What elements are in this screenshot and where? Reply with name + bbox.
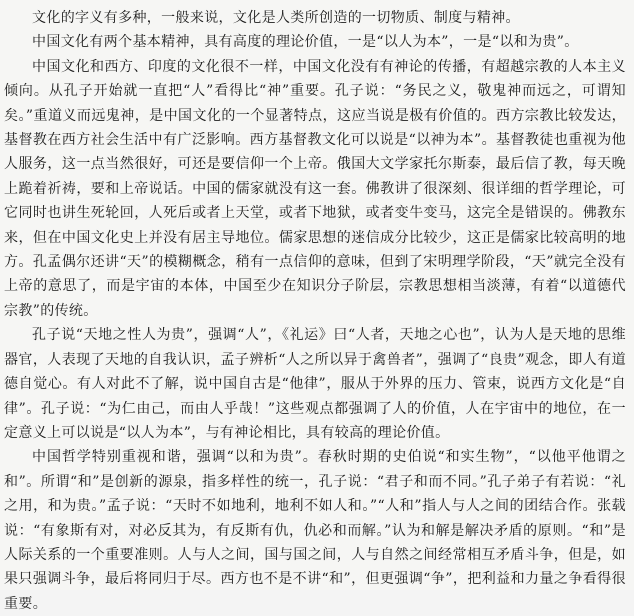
paragraph-4: 孔子说“天地之性人为贵”，强调“人”，《礼运》曰“人者，天地之心也”，认为人是天地的思维器官，人表现了天地的自我认识，孟子辨析“人之所以异于禽兽者”，强调了“良贵”观念，即人有道德自觉心。有人对此不了解，说中国自古是“他律”，服从于外界的压力、管束，说西方文化是“自律”。孔子说：“为仁由己，而由人乎哉！”这些观点都强调了人的价值，人在宇宙中的地位，在一定意义上可以说是“以人为本”，与有神论相比，具有较高的理论价值。 — [4, 327, 626, 441]
paragraph-2: 中国文化有两个基本精神，具有高度的理论价值，一是“以人为本”，一是“以和为贵”。 — [32, 34, 579, 51]
paragraph-5: 中国哲学特别重视和谐，强调“以和为贵”。春秋时期的史伯说“和实生物”，“以他平他谓之和”。所谓“和”是创新的源泉，指多样性的统一，孔子说：“君子和而不同。”孔子弟子有若说：“礼之用，和为贵。”孟子说：“天时不如地利，地利不如人和。”“人和”指人与人之间的团结合作。张载说：“有象斯有对，对必反其为，有反斯有仇，仇必和而解。”认为和解是解决矛盾的原则。“和”是人际关系的一个重要准则。人与人之间，国与国之间，人与自然之间经常相互矛盾斗争，但是，如果只强调斗争，最后将同归于尽。西方也不是不讲“和”，但更强调“争”，把利益和力量之争看得很重要。 — [4, 449, 626, 612]
paragraph-1: 文化的字义有多种，一般来说，文化是人类所创造的一切物质、制度与精神。 — [32, 10, 520, 26]
paragraph-3: 中国文化和西方、印度的文化很不一样，中国文化没有有神论的传播，有超越宗教的人本主义倾向。从孔子开始就一直把“人”看得比“神”重要。孔子说：“务民之义，敬鬼神而远之，可谓知矣。”重道义而远鬼神，是中国文化的一个显著特点，这应当说是极有价值的。西方宗教比较发达，基督教在西方社会生活中有广泛影响。西方基督教文化可以说是“以神为本”。基督教徒也重视为他人服务，这一点当然很好，可还是要信仰一个上帝。俄国大文学家托尔斯泰，最后信了教，每天晚上跪着祈祷，要和上帝说话。中国的儒家就没有这一套。佛教讲了很深刻、很详细的哲学理论，可它同时也讲生死轮回，人死后或者上天堂，或者下地狱，或者变牛变马，这完全是错误的。佛教东来，但在中国文化史上并没有居主导地位。儒家思想的迷信成分比较少，这正是儒家比较高明的地方。孔孟偶尔还讲“天”的模糊概念，稍有一点信仰的意味，但到了宋明理学阶段，“天”就完全没有上帝的意思了，而是宇宙的本体，中国至少在知识分子阶层，宗教思想相当淡薄，有着“以道德代宗教”的传统。 — [4, 58, 626, 319]
